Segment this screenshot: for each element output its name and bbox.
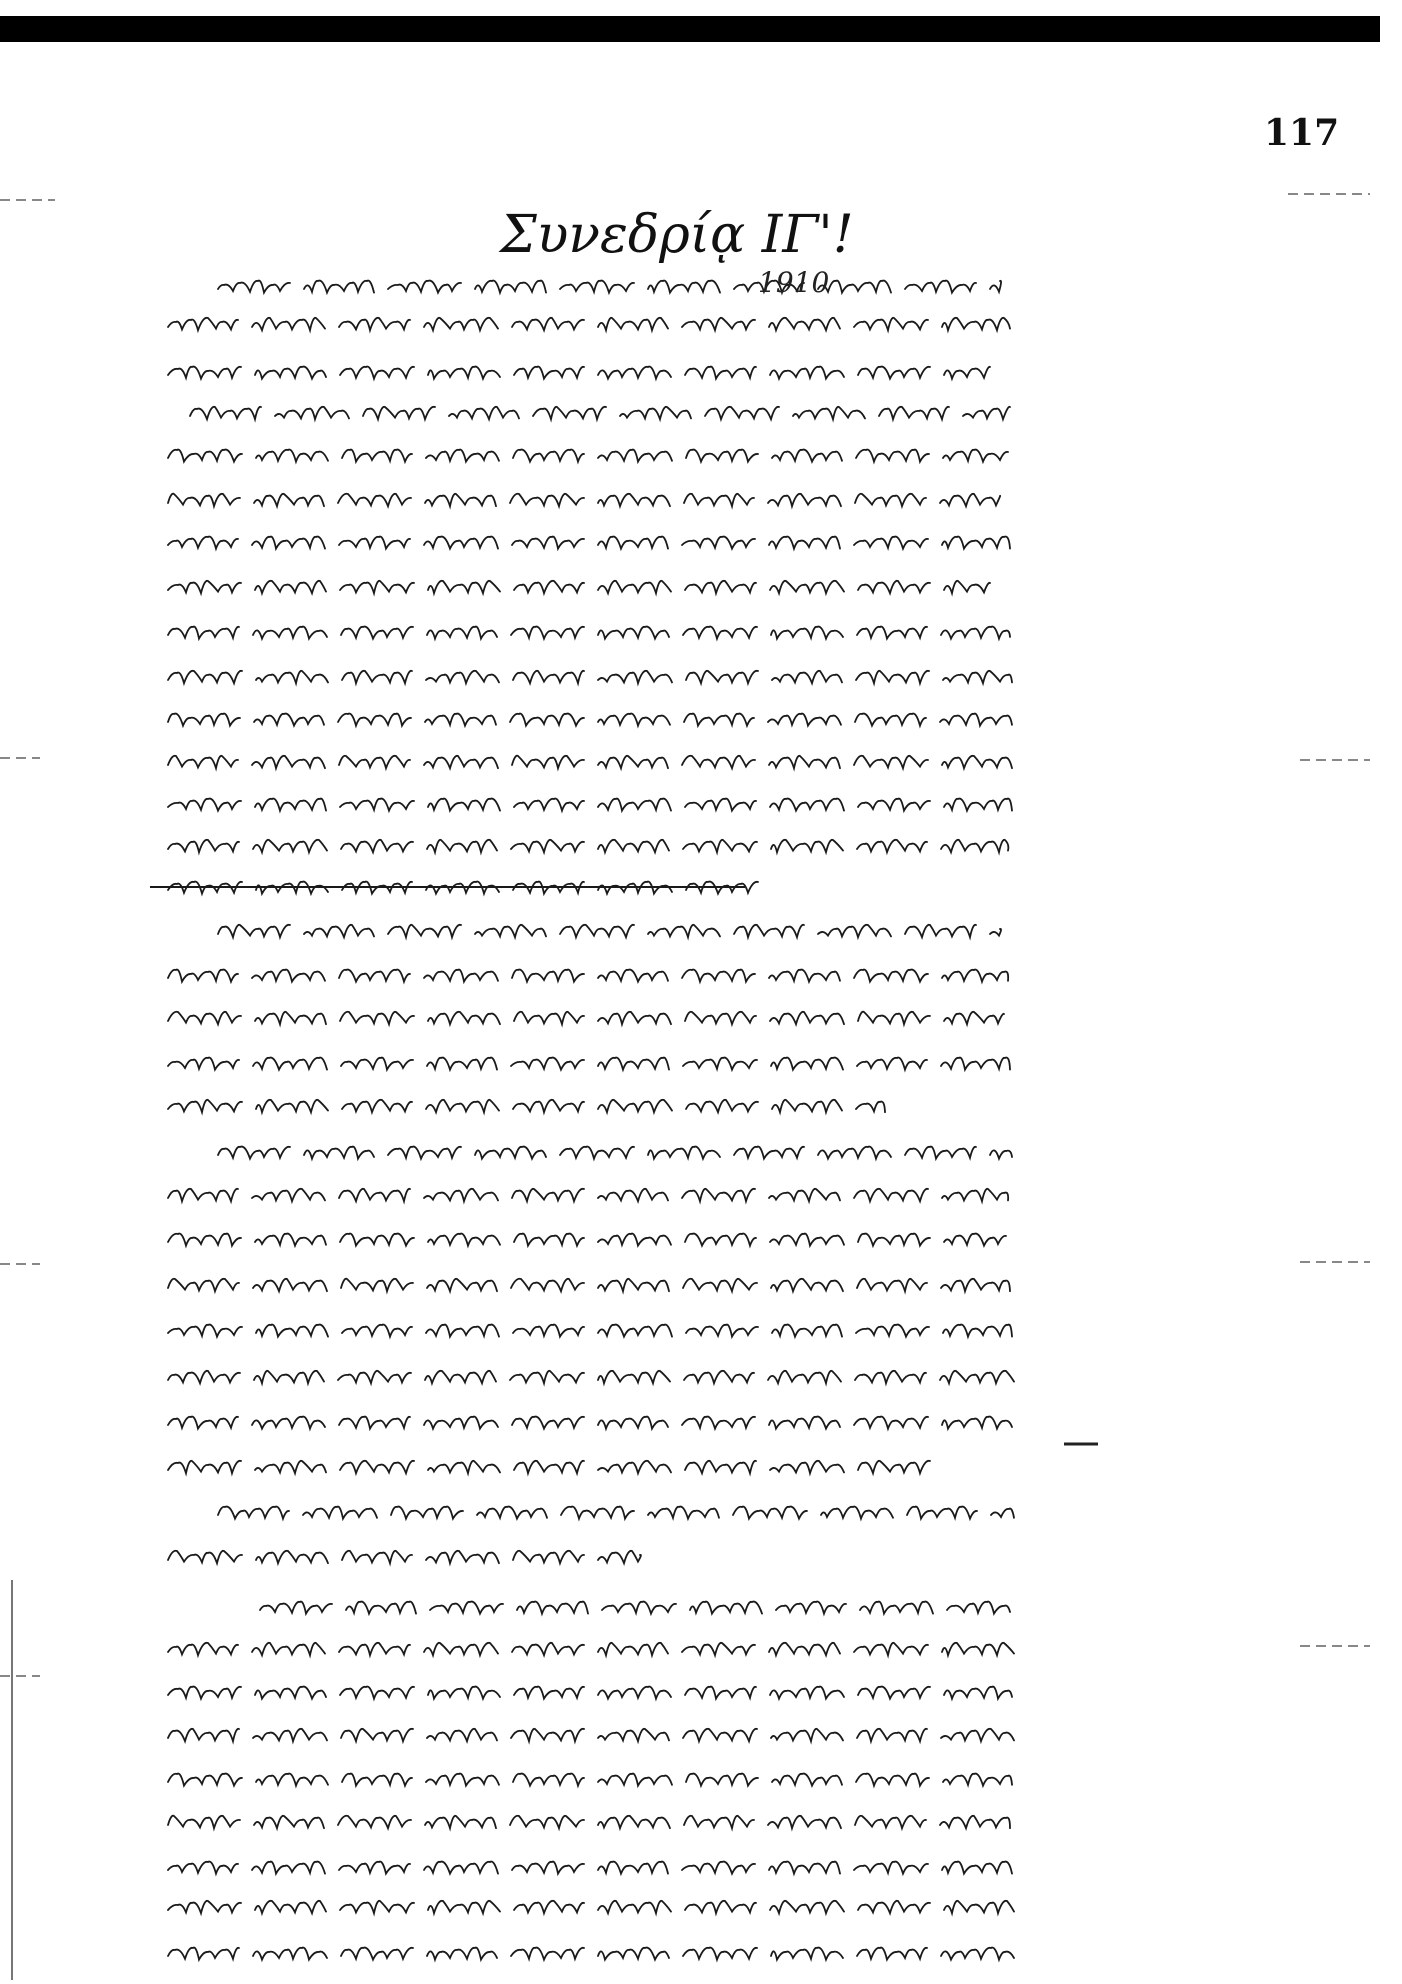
handwriting-line <box>168 1901 1028 1913</box>
handwritten-body <box>150 281 1028 1960</box>
handwriting-line <box>168 1774 1028 1786</box>
handwriting-line <box>168 1189 1028 1201</box>
handwriting-line <box>168 671 1028 683</box>
handwriting-line <box>168 1058 1028 1070</box>
handwriting-line <box>168 1417 1028 1429</box>
handwriting-line <box>168 1325 1028 1337</box>
handwriting-line <box>168 1461 944 1473</box>
handwriting-line <box>168 318 1028 330</box>
handwriting-line <box>168 840 1028 852</box>
handwriting-line <box>168 1100 885 1112</box>
handwriting-line <box>218 1147 1012 1159</box>
handwriting-line <box>218 1507 1014 1519</box>
handwriting-line <box>168 1012 1004 1024</box>
handwriting-line <box>168 537 1028 549</box>
handwriting-line <box>168 1234 1006 1246</box>
handwriting-line <box>168 1371 1028 1383</box>
handwriting-line <box>218 281 1001 293</box>
session-heading: Συνεδρίᾳ ΙΓ'! <box>500 205 854 265</box>
handwriting-line <box>168 450 1008 462</box>
handwriting-line <box>168 1551 641 1563</box>
handwriting-line <box>168 756 1028 768</box>
handwriting-line <box>168 1729 1028 1741</box>
handwriting-line <box>260 1602 1010 1614</box>
handwriting-line <box>168 581 990 593</box>
handwriting-line <box>168 367 990 379</box>
handwriting-line <box>168 1948 1028 1960</box>
handwriting-line <box>168 714 1028 726</box>
handwriting-line <box>168 799 1028 811</box>
date-fragment: 1910 <box>758 266 830 299</box>
handwriting-line <box>168 1862 1028 1874</box>
handwriting-line <box>218 925 1001 937</box>
handwriting-line <box>168 1687 1028 1699</box>
scan-top-border <box>0 16 1380 42</box>
handwriting-line <box>168 970 1028 982</box>
handwriting-line <box>168 494 1000 506</box>
handwriting-line <box>168 1816 1028 1828</box>
handwriting-line <box>190 407 1010 419</box>
handwriting-line <box>168 627 1028 639</box>
handwriting-line <box>168 1279 1028 1291</box>
page-number: 117 <box>1264 112 1340 154</box>
handwriting-line <box>168 1643 1028 1655</box>
